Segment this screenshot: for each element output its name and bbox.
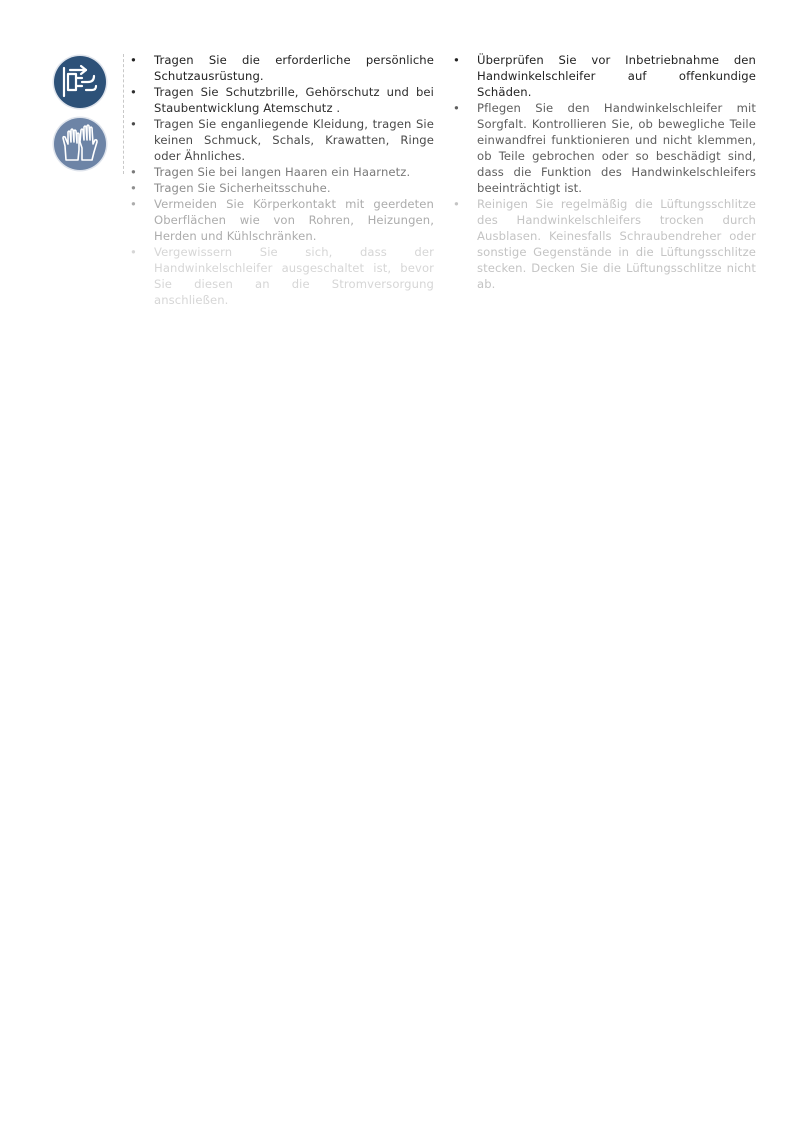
list-item [130, 116, 434, 164]
disconnect-plug-icon [52, 54, 108, 110]
list-item-text: Überprüfen Sie vor Inbetriebnahme den Handwinkelschleifer auf offenkundige Schäden. [477, 53, 756, 99]
list-item [130, 164, 434, 180]
list-item [453, 52, 756, 100]
bullet: • [130, 245, 137, 259]
list-item-text: Vermeiden Sie Körperkontakt mit geerdeten Oberflächen wie von Rohren, Heizungen, Herden und Kühlschränken. [154, 197, 434, 243]
safety-list-right [453, 52, 756, 292]
safety-list-left [130, 52, 434, 308]
list-item-text: Tragen Sie Sicherheitsschuhe. [154, 181, 331, 195]
list-item [130, 244, 434, 308]
list-item [130, 180, 434, 196]
bullet: • [130, 53, 137, 67]
list-item [130, 84, 434, 116]
list-item [130, 196, 434, 244]
bullet: • [453, 53, 460, 67]
bullet: • [130, 197, 137, 211]
list-item-text: Vergewissern Sie sich, dass der Handwinkelschleifer ausgeschaltet ist, bevor Sie diesen an die Stromversorgung anschließen. [154, 245, 434, 307]
list-item [453, 100, 756, 196]
list-item-text: Tragen Sie die erforderliche persönliche Schutzausrüstung. [154, 53, 434, 83]
column-divider [123, 54, 124, 174]
bullet: • [453, 197, 460, 211]
list-item-text: Tragen Sie enganliegende Kleidung, tragen Sie keinen Schmuck, Schals, Krawatten, Ringe oder Ähnliches. [154, 117, 434, 163]
bullet: • [130, 85, 137, 99]
list-item [453, 196, 756, 292]
list-item-text: Reinigen Sie regelmäßig die Lüftungsschlitze des Handwinkelschleifers trocken durch Ausblasen. Keinesfalls Schraubendreher oder sonstige Gegenstände in die Lüftungsschlitze stecken. Decken Sie die Lüftungsschlitze nicht ab. [477, 197, 756, 291]
safety-sign-column [52, 54, 110, 178]
bullet: • [130, 165, 137, 179]
protective-gloves-icon [52, 116, 108, 172]
bullet: • [453, 101, 460, 115]
list-item-text: Tragen Sie bei langen Haaren ein Haarnetz. [154, 165, 411, 179]
bullet: • [130, 181, 137, 195]
list-item [130, 52, 434, 84]
list-item-text: Pflegen Sie den Handwinkelschleifer mit Sorgfalt. Kontrollieren Sie, ob bewegliche Teile einwandfrei funktionieren und nicht klemmen, ob Teile gebrochen oder so beschädigt sind, dass die Funktion des Handwinkelschleifers beeinträchtigt ist. [477, 101, 756, 195]
list-item-text: Tragen Sie Schutzbrille, Gehörschutz und bei Staubentwicklung Atemschutz . [154, 85, 434, 115]
bullet: • [130, 117, 137, 131]
